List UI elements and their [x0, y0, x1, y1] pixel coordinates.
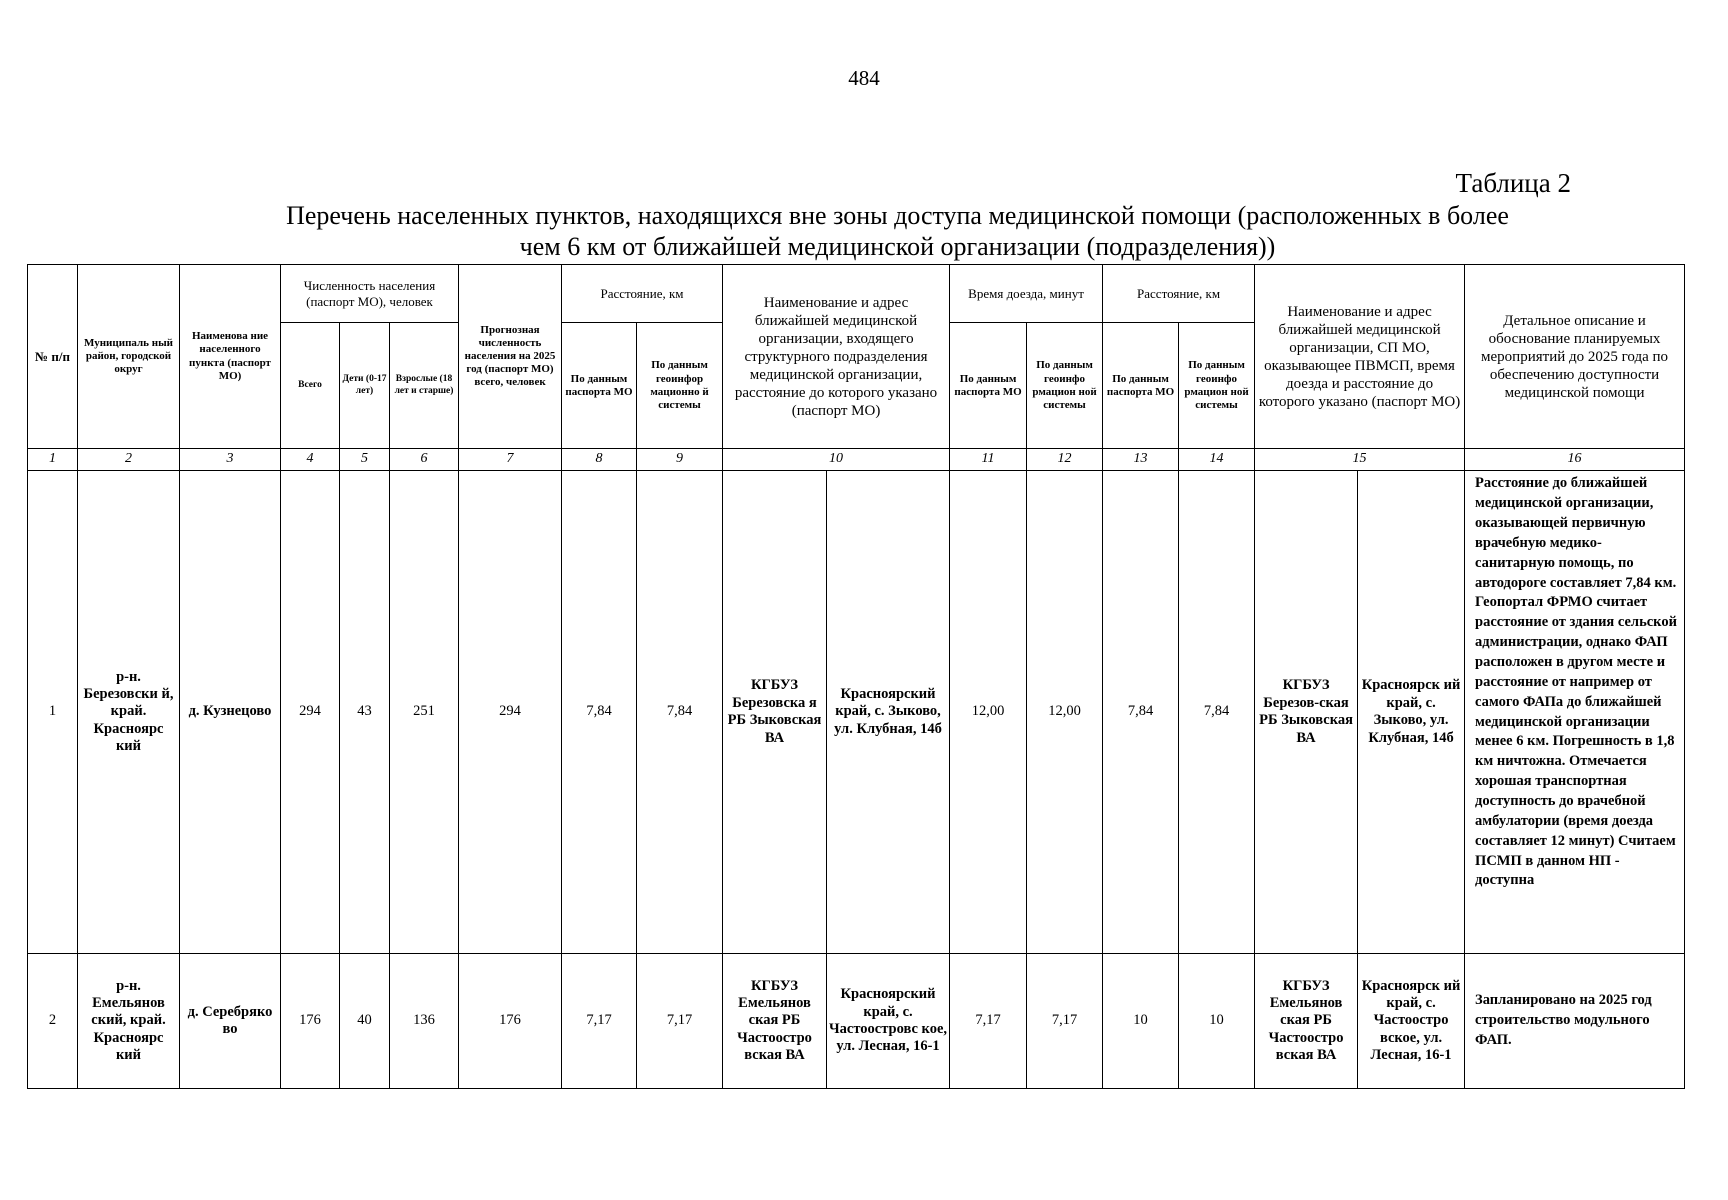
row-forecast: 176: [459, 954, 562, 1089]
row-dist-geo: 7,84: [637, 471, 723, 954]
row-forecast: 294: [459, 471, 562, 954]
header-distance-2: Расстояние, км: [1103, 265, 1255, 323]
header-time-passport: По данным паспорта МО: [950, 323, 1027, 449]
header-pvmsp: Наименование и адрес ближайшей медицинской организации, СП МО, оказывающее ПВМСП, время доезда и расстояние до которого указано (паспорт МО): [1255, 265, 1465, 449]
row-pvmsp-address: Красноярск ий край, с. Частоостро вское, ул. Лесная, 16-1: [1358, 954, 1465, 1089]
column-number: 14: [1179, 449, 1255, 471]
row-dist2-passport: 7,84: [1103, 471, 1179, 954]
row-settlement: д. Серебряко во: [180, 954, 281, 1089]
row-time-geo: 7,17: [1027, 954, 1103, 1089]
column-number: 6: [390, 449, 459, 471]
header-dist2-geo: По данным геоинфо рмацион ной системы: [1179, 323, 1255, 449]
row-pop-adults: 136: [390, 954, 459, 1089]
row-municipality: р-н. Березовски й, край. Красноярс кий: [78, 471, 180, 954]
header-distance: Расстояние, км: [562, 265, 723, 323]
column-number: 2: [78, 449, 180, 471]
column-number: 12: [1027, 449, 1103, 471]
column-number: 7: [459, 449, 562, 471]
column-number: 11: [950, 449, 1027, 471]
page-number: 484: [848, 66, 880, 90]
table-row: [28, 471, 1685, 954]
header-nearest-org: Наименование и адрес ближайшей медицинской организации, входящего структурного подразделения медицинской организации, расстояние до которого указано (паспорт МО): [723, 265, 950, 449]
row-description: Расстояние до ближайшей медицинской организации, оказывающей первичную врачебную медико-санитарную помощь, по автодороге составляет 7,84 км. Геопортал ФРМО считает расстояние от здания сельской администрации, однако ФАП расположен в другом месте и расстояние от например от самого ФАПа до ближайшей медицинской организации менее 6 км. Погрешность в 1,8 км ничтожна. Отмечается хорошая транспортная доступность до врачебной амбулатории (время доезда составляет 12 минут) Считаем ПСМП в данном НП - доступна: [1465, 471, 1685, 954]
row-dist2-passport: 10: [1103, 954, 1179, 1089]
column-number: 15: [1255, 449, 1465, 471]
header-pop-total: Всего: [281, 323, 340, 449]
row-num: 2: [28, 954, 78, 1089]
row-time-passport: 12,00: [950, 471, 1027, 954]
row-pvmsp-address: Красноярск ий край, с. Зыково, ул. Клубная, 14б: [1358, 471, 1465, 954]
row-org-address: Красноярский край, с. Частоостровс кое, ул. Лесная, 16-1: [827, 954, 950, 1089]
row-org-name: КГБУЗ Березовска я РБ Зыковская ВА: [723, 471, 827, 954]
row-municipality: р-н. Емельянов ский, край. Красноярс кий: [78, 954, 180, 1089]
row-org-name: КГБУЗ Емельянов ская РБ Частоостро вская ВА: [723, 954, 827, 1089]
title-line-2: чем 6 км от ближайшей медицинской организации (подразделения)): [519, 232, 1276, 261]
table-label: Таблица 2: [1455, 168, 1571, 198]
header-pop-children: Дети (0-17 лет): [340, 323, 390, 449]
column-number: 16: [1465, 449, 1685, 471]
row-dist-passport: 7,17: [562, 954, 637, 1089]
row-time-geo: 12,00: [1027, 471, 1103, 954]
column-numbers-row: [28, 449, 1685, 471]
header-row-1: [28, 265, 1685, 323]
row-pop-adults: 251: [390, 471, 459, 954]
row-dist-geo: 7,17: [637, 954, 723, 1089]
row-dist2-geo: 10: [1179, 954, 1255, 1089]
document-title: [205, 200, 1590, 262]
row-org-address: Красноярский край, с. Зыково, ул. Клубная, 14б: [827, 471, 950, 954]
column-number: 3: [180, 449, 281, 471]
row-dist2-geo: 7,84: [1179, 471, 1255, 954]
header-num: № п/п: [28, 265, 78, 449]
column-number: 1: [28, 449, 78, 471]
column-number: 5: [340, 449, 390, 471]
header-population: Численность населения (паспорт МО), человек: [281, 265, 459, 323]
header-dist2-passport: По данным паспорта МО: [1103, 323, 1179, 449]
column-number: 9: [637, 449, 723, 471]
header-municipality: Муниципаль ный район, городской округ: [78, 265, 180, 449]
header-dist-passport: По данным паспорта МО: [562, 323, 637, 449]
column-number: 8: [562, 449, 637, 471]
column-number: 13: [1103, 449, 1179, 471]
header-travel-time: Время доезда, минут: [950, 265, 1103, 323]
row-pvmsp-name: КГБУЗ Березов-ская РБ Зыковская ВА: [1255, 471, 1358, 954]
header-dist-geo: По данным геоинфор мационно й системы: [637, 323, 723, 449]
column-number: 4: [281, 449, 340, 471]
row-time-passport: 7,17: [950, 954, 1027, 1089]
row-settlement: д. Кузнецово: [180, 471, 281, 954]
row-num: 1: [28, 471, 78, 954]
header-forecast: Прогнозная численность населения на 2025 год (паспорт МО) всего, человек: [459, 265, 562, 449]
row-pvmsp-name: КГБУЗ Емельянов ская РБ Частоостро вская ВА: [1255, 954, 1358, 1089]
row-pop-children: 40: [340, 954, 390, 1089]
row-pop-total: 294: [281, 471, 340, 954]
title-line-1: Перечень населенных пунктов, находящихся вне зоны доступа медицинской помощи (расположенных в более: [286, 201, 1509, 230]
header-settlement: Наименова ние населенного пункта (паспорт МО): [180, 265, 281, 449]
header-time-geo: По данным геоинфо рмацион ной системы: [1027, 323, 1103, 449]
table-row: [28, 954, 1685, 1089]
header-detailed-description: Детальное описание и обоснование планируемых мероприятий до 2025 года по обеспечению доступности медицинской помощи: [1465, 265, 1685, 449]
column-number: 10: [723, 449, 950, 471]
settlements-table: [27, 264, 1685, 1089]
header-pop-adults: Взрослые (18 лет и старше): [390, 323, 459, 449]
row-pop-children: 43: [340, 471, 390, 954]
row-dist-passport: 7,84: [562, 471, 637, 954]
row-pop-total: 176: [281, 954, 340, 1089]
row-description: Запланировано на 2025 год строительство модульного ФАП.: [1465, 954, 1685, 1089]
